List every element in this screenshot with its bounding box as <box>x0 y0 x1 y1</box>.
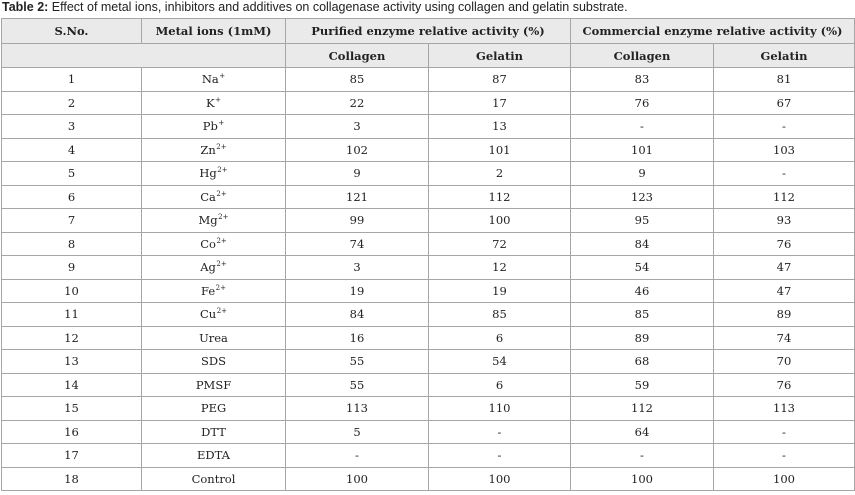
cell-purified-collagen-text: 3 <box>353 119 361 134</box>
cell-commercial-gelatin-text: 103 <box>773 142 795 157</box>
cell-ion <box>142 138 286 162</box>
ion-charge: 2+ <box>216 307 228 316</box>
cell-sno <box>2 115 142 139</box>
cell-commercial-gelatin <box>714 397 855 421</box>
cell-purified-gelatin <box>429 91 571 115</box>
cell-purified-collagen <box>286 467 429 491</box>
cell-purified-gelatin <box>429 115 571 139</box>
cell-purified-collagen-text: 85 <box>349 72 365 87</box>
cell-commercial-gelatin <box>714 138 855 162</box>
cell-commercial-gelatin-text: 70 <box>776 354 792 369</box>
cell-purified-gelatin <box>429 209 571 233</box>
cell-purified-collagen-text: 113 <box>346 401 368 416</box>
cell-commercial-collagen <box>571 373 714 397</box>
table-row <box>2 326 855 350</box>
cell-ion-text: Urea <box>199 330 228 345</box>
cell-purified-collagen <box>286 209 429 233</box>
ion-charge: 2+ <box>216 142 227 151</box>
cell-purified-gelatin-text: 101 <box>488 142 511 157</box>
header-purified-gelatin: Gelatin <box>429 44 571 68</box>
table-row <box>2 209 855 233</box>
cell-purified-collagen <box>286 444 429 468</box>
table-row <box>2 373 855 397</box>
cell-commercial-collagen <box>571 256 714 280</box>
cell-purified-collagen <box>286 373 429 397</box>
cell-commercial-collagen-text: 101 <box>631 142 653 157</box>
cell-ion <box>142 467 286 491</box>
cell-commercial-collagen-text: 68 <box>634 354 650 369</box>
cell-sno-text: 1 <box>67 72 76 87</box>
cell-commercial-gelatin <box>714 326 855 350</box>
cell-sno-text: 6 <box>67 189 76 204</box>
cell-sno-text: 7 <box>67 213 76 228</box>
ion-charge: 2+ <box>216 236 227 245</box>
cell-ion <box>142 444 286 468</box>
cell-ion-text: SDS <box>201 354 226 369</box>
cell-purified-collagen-text: 3 <box>353 260 361 275</box>
cell-sno <box>2 138 142 162</box>
cell-sno-text: 16 <box>64 424 79 439</box>
cell-commercial-gelatin-text: - <box>782 424 786 439</box>
cell-purified-collagen <box>286 397 429 421</box>
cell-purified-gelatin-text: 13 <box>492 119 507 134</box>
cell-ion-text: K <box>206 95 215 110</box>
header-metal-ions: Metal ions (1mM) <box>142 19 286 44</box>
cell-commercial-collagen <box>571 350 714 374</box>
cell-commercial-gelatin <box>714 232 855 256</box>
cell-ion-text: EDTA <box>197 448 230 463</box>
cell-commercial-gelatin <box>714 444 855 468</box>
cell-commercial-collagen <box>571 467 714 491</box>
cell-purified-gelatin-text: 54 <box>492 354 507 369</box>
cell-sno <box>2 467 142 491</box>
cell-purified-collagen <box>286 232 429 256</box>
cell-purified-collagen <box>286 350 429 374</box>
cell-purified-gelatin <box>429 373 571 397</box>
table-row <box>2 256 855 280</box>
cell-ion <box>142 185 286 209</box>
cell-commercial-collagen <box>571 68 714 92</box>
ion-charge: 2+ <box>216 260 227 269</box>
cell-purified-collagen <box>286 326 429 350</box>
cell-sno <box>2 397 142 421</box>
ion-charge: 2+ <box>216 189 227 198</box>
cell-commercial-gelatin-text: 112 <box>773 189 795 204</box>
cell-purified-gelatin <box>429 232 571 256</box>
cell-ion-text: PMSF <box>195 377 232 392</box>
cell-commercial-collagen <box>571 326 714 350</box>
cell-purified-gelatin-text: - <box>497 448 502 463</box>
cell-commercial-collagen-text: 84 <box>634 236 650 251</box>
cell-commercial-gelatin-text: 47 <box>776 283 792 298</box>
cell-commercial-gelatin <box>714 162 855 186</box>
cell-ion <box>142 256 286 280</box>
cell-purified-collagen <box>286 256 429 280</box>
cell-purified-gelatin <box>429 420 571 444</box>
cell-commercial-collagen <box>571 232 714 256</box>
cell-sno <box>2 91 142 115</box>
cell-purified-collagen-text: 16 <box>349 330 365 345</box>
cell-commercial-gelatin <box>714 350 855 374</box>
cell-purified-gelatin <box>429 326 571 350</box>
cell-commercial-collagen-text: 64 <box>634 424 650 439</box>
cell-ion <box>142 115 286 139</box>
cell-commercial-gelatin-text: 81 <box>776 72 792 87</box>
cell-purified-gelatin-text: 87 <box>492 72 507 87</box>
cell-commercial-collagen-text: 54 <box>634 260 650 275</box>
cell-commercial-collagen <box>571 209 714 233</box>
ion-charge: 2+ <box>217 166 228 175</box>
cell-purified-collagen-text: 9 <box>353 166 361 181</box>
cell-purified-gelatin-text: 85 <box>492 307 507 322</box>
cell-purified-collagen-text: - <box>355 448 359 463</box>
cell-purified-gelatin <box>429 162 571 186</box>
cell-sno-text: 12 <box>64 330 79 345</box>
cell-sno-text: 9 <box>67 260 76 275</box>
cell-purified-collagen <box>286 162 429 186</box>
cell-purified-gelatin <box>429 68 571 92</box>
caption-label: Table 2: <box>2 0 49 14</box>
cell-ion-text: Zn <box>200 142 216 157</box>
cell-commercial-collagen-text: 100 <box>631 471 653 486</box>
cell-commercial-gelatin <box>714 256 855 280</box>
cell-purified-collagen <box>286 420 429 444</box>
cell-sno <box>2 279 142 303</box>
cell-ion <box>142 279 286 303</box>
cell-commercial-collagen <box>571 420 714 444</box>
cell-ion <box>142 232 286 256</box>
cell-purified-collagen <box>286 91 429 115</box>
cell-purified-gelatin <box>429 397 571 421</box>
cell-ion <box>142 162 286 186</box>
cell-commercial-gelatin <box>714 467 855 491</box>
cell-ion-text: Fe <box>201 283 216 298</box>
cell-ion <box>142 209 286 233</box>
cell-purified-gelatin <box>429 444 571 468</box>
cell-ion <box>142 373 286 397</box>
cell-ion-text: PEG <box>200 401 227 416</box>
cell-purified-gelatin <box>429 350 571 374</box>
header-blank <box>2 44 286 68</box>
cell-purified-collagen-text: 121 <box>346 189 368 204</box>
cell-ion-text: Cu <box>199 307 217 322</box>
cell-ion-text: Pb <box>202 119 218 134</box>
cell-purified-collagen <box>286 68 429 92</box>
cell-commercial-gelatin-text: 113 <box>773 401 795 416</box>
cell-purified-collagen-text: 55 <box>349 377 365 392</box>
cell-commercial-gelatin <box>714 209 855 233</box>
cell-purified-gelatin <box>429 279 571 303</box>
header-row-2 <box>2 44 855 68</box>
table-row <box>2 279 855 303</box>
cell-ion <box>142 68 286 92</box>
cell-purified-collagen <box>286 279 429 303</box>
cell-commercial-collagen-text: 46 <box>634 283 650 298</box>
cell-commercial-collagen <box>571 444 714 468</box>
cell-sno-text: 17 <box>64 448 79 463</box>
cell-commercial-gelatin-text: 100 <box>773 471 795 486</box>
cell-ion-text: Co <box>200 236 216 251</box>
header-commercial-gelatin: Gelatin <box>714 44 855 68</box>
cell-sno <box>2 209 142 233</box>
caption-text: Effect of metal ions, inhibitors and additives on collagenase activity using collagen and gelatin substrate. <box>48 0 628 14</box>
cell-purified-collagen <box>286 303 429 327</box>
cell-sno-text: 14 <box>64 377 79 392</box>
table-row <box>2 397 855 421</box>
cell-ion-text: Mg <box>198 213 218 228</box>
ion-charge: + <box>218 119 225 128</box>
cell-sno-text: 3 <box>67 119 76 134</box>
cell-commercial-gelatin <box>714 303 855 327</box>
ion-charge: 2+ <box>218 213 229 222</box>
cell-purified-gelatin <box>429 185 571 209</box>
cell-sno-text: 5 <box>67 166 76 181</box>
cell-commercial-gelatin <box>714 373 855 397</box>
cell-purified-gelatin-text: 112 <box>488 189 511 204</box>
cell-purified-gelatin <box>429 303 571 327</box>
cell-sno-text: 11 <box>64 307 79 322</box>
cell-commercial-gelatin <box>714 91 855 115</box>
cell-ion <box>142 420 286 444</box>
cell-commercial-gelatin-text: 76 <box>776 236 792 251</box>
cell-sno <box>2 232 142 256</box>
cell-purified-collagen-text: 102 <box>346 142 368 157</box>
activity-table <box>1 18 855 491</box>
cell-commercial-gelatin-text: 47 <box>776 260 792 275</box>
cell-purified-gelatin <box>429 467 571 491</box>
cell-commercial-gelatin <box>714 420 855 444</box>
header-sno: S.No. <box>2 19 142 44</box>
cell-sno-text: 8 <box>67 236 76 251</box>
cell-commercial-collagen <box>571 162 714 186</box>
cell-ion-text: Control <box>191 471 236 486</box>
cell-commercial-collagen <box>571 303 714 327</box>
cell-purified-gelatin-text: 6 <box>495 330 504 345</box>
cell-commercial-gelatin <box>714 185 855 209</box>
cell-ion <box>142 303 286 327</box>
cell-purified-gelatin-text: 110 <box>488 401 511 416</box>
cell-purified-gelatin-text: 19 <box>492 283 507 298</box>
cell-commercial-gelatin-text: 67 <box>776 95 792 110</box>
cell-sno <box>2 185 142 209</box>
cell-commercial-collagen <box>571 397 714 421</box>
cell-purified-gelatin-text: 72 <box>492 236 507 251</box>
cell-purified-collagen-text: 55 <box>349 354 365 369</box>
cell-commercial-collagen <box>571 138 714 162</box>
cell-sno-text: 4 <box>67 142 76 157</box>
cell-commercial-collagen <box>571 185 714 209</box>
cell-sno-text: 2 <box>67 95 76 110</box>
cell-purified-gelatin-text: 100 <box>488 213 511 228</box>
cell-purified-gelatin <box>429 256 571 280</box>
cell-ion-text: DTT <box>201 424 226 439</box>
header-row-1 <box>2 19 855 44</box>
cell-ion <box>142 397 286 421</box>
table-row <box>2 185 855 209</box>
table-row <box>2 350 855 374</box>
cell-commercial-collagen-text: 76 <box>634 95 650 110</box>
table-row <box>2 68 855 92</box>
table-header <box>2 19 855 68</box>
cell-ion-text: Hg <box>199 166 217 181</box>
cell-commercial-gelatin-text: 74 <box>776 330 792 345</box>
cell-purified-collagen-text: 22 <box>349 95 365 110</box>
cell-commercial-collagen-text: 89 <box>634 330 650 345</box>
table-row <box>2 91 855 115</box>
cell-commercial-collagen-text: 112 <box>631 401 653 416</box>
table-row <box>2 138 855 162</box>
ion-charge: + <box>219 72 226 81</box>
cell-commercial-collagen-text: 95 <box>634 213 650 228</box>
ion-charge: 2+ <box>215 283 226 292</box>
cell-sno-text: 18 <box>64 471 79 486</box>
cell-ion-text: Ca <box>200 189 216 204</box>
cell-commercial-collagen-text: - <box>640 448 644 463</box>
cell-commercial-collagen-text: 59 <box>634 377 650 392</box>
header-purified: Purified enzyme relative activity (%) <box>286 19 571 44</box>
table-row <box>2 303 855 327</box>
cell-commercial-collagen-text: 123 <box>631 189 653 204</box>
cell-purified-gelatin-text: 2 <box>495 166 504 181</box>
cell-commercial-collagen <box>571 115 714 139</box>
header-commercial-collagen: Collagen <box>571 44 714 68</box>
header-purified-collagen: Collagen <box>286 44 429 68</box>
table-body <box>2 68 855 491</box>
cell-purified-collagen-text: 5 <box>353 424 361 439</box>
cell-purified-gelatin-text: 12 <box>492 260 507 275</box>
cell-commercial-gelatin <box>714 115 855 139</box>
ion-charge: + <box>215 95 221 104</box>
cell-purified-collagen-text: 84 <box>349 307 365 322</box>
cell-sno <box>2 162 142 186</box>
cell-purified-collagen-text: 99 <box>349 213 365 228</box>
cell-sno <box>2 350 142 374</box>
cell-purified-collagen-text: 100 <box>346 471 368 486</box>
cell-sno-text: 10 <box>64 283 79 298</box>
cell-commercial-gelatin-text: - <box>782 166 786 181</box>
cell-commercial-gelatin-text: - <box>782 448 786 463</box>
cell-commercial-gelatin-text: 76 <box>776 377 792 392</box>
cell-purified-gelatin-text: - <box>497 424 502 439</box>
cell-ion <box>142 326 286 350</box>
cell-ion-text: Ag <box>200 260 216 275</box>
cell-purified-collagen <box>286 115 429 139</box>
table-row <box>2 467 855 491</box>
header-commercial: Commercial enzyme relative activity (%) <box>571 19 855 44</box>
cell-sno <box>2 373 142 397</box>
cell-commercial-gelatin-text: 93 <box>776 213 792 228</box>
cell-ion-text: Na <box>201 72 219 87</box>
cell-sno <box>2 444 142 468</box>
cell-purified-gelatin-text: 100 <box>488 471 511 486</box>
cell-sno-text: 13 <box>64 354 79 369</box>
cell-purified-collagen-text: 19 <box>349 283 365 298</box>
cell-commercial-collagen-text: 85 <box>634 307 650 322</box>
cell-commercial-collagen <box>571 279 714 303</box>
cell-sno <box>2 326 142 350</box>
cell-commercial-collagen-text: 83 <box>634 72 650 87</box>
cell-purified-collagen-text: 74 <box>349 236 365 251</box>
table-row <box>2 444 855 468</box>
cell-purified-collagen <box>286 138 429 162</box>
table-caption <box>2 0 628 18</box>
cell-sno <box>2 420 142 444</box>
cell-commercial-gelatin <box>714 279 855 303</box>
cell-ion <box>142 350 286 374</box>
table-row <box>2 232 855 256</box>
table-row <box>2 162 855 186</box>
cell-ion <box>142 91 286 115</box>
cell-sno <box>2 256 142 280</box>
cell-sno <box>2 303 142 327</box>
cell-commercial-collagen-text: 9 <box>638 166 646 181</box>
cell-purified-collagen <box>286 185 429 209</box>
cell-commercial-collagen <box>571 91 714 115</box>
cell-commercial-gelatin-text: - <box>782 119 786 134</box>
cell-purified-gelatin <box>429 138 571 162</box>
cell-commercial-collagen-text: - <box>640 119 644 134</box>
table-row <box>2 420 855 444</box>
cell-sno-text: 15 <box>64 401 79 416</box>
cell-purified-gelatin-text: 17 <box>492 95 507 110</box>
cell-commercial-gelatin <box>714 68 855 92</box>
cell-purified-gelatin-text: 6 <box>495 377 504 392</box>
cell-sno <box>2 68 142 92</box>
cell-commercial-gelatin-text: 89 <box>776 307 792 322</box>
table-row <box>2 115 855 139</box>
